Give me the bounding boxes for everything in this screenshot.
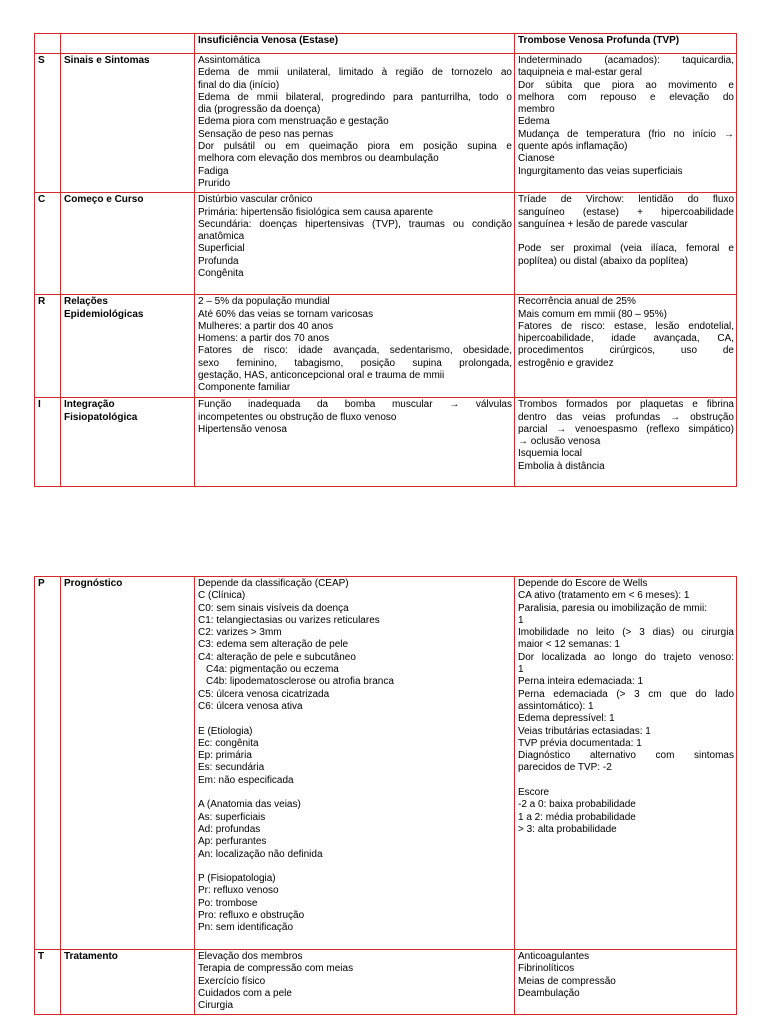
row-letter: C	[35, 193, 61, 295]
venous-insufficiency-line: Homens: a partir dos 70 anos	[198, 333, 330, 345]
dvt-line: 1 a 2: média probabilidade	[518, 811, 636, 823]
row-letter: P	[35, 577, 61, 950]
venous-insufficiency-line	[198, 713, 512, 725]
venous-insufficiency-line: Pr: refluxo venoso	[198, 885, 279, 897]
venous-insufficiency-line: A (Anatomia das veias)	[198, 799, 301, 811]
dvt-line: melhora com repouso e elevação do	[518, 91, 734, 103]
dvt-line: Deambulação	[518, 987, 580, 999]
venous-insufficiency-line: C6: úlcera venosa ativa	[198, 700, 303, 712]
section-title-line: Epidemiológicas	[64, 308, 144, 320]
venous-insufficiency-cell	[195, 398, 515, 487]
dvt-line: Embolia à distância	[518, 460, 605, 472]
venous-insufficiency-line: Edema de mmii unilateral, limitado à região de tornozelo ao	[198, 67, 512, 79]
dvt-line: Diagnóstico alternativo com sintomas	[518, 750, 734, 762]
header-row	[35, 34, 737, 54]
dvt-line: CA ativo (tratamento em < 6 meses): 1	[518, 590, 690, 602]
venous-insufficiency-line: Ep: primária	[198, 750, 252, 762]
section-title-line: Relações	[64, 296, 108, 308]
venous-insufficiency-line: E (Etiologia)	[198, 725, 253, 737]
venous-insufficiency-line: Cuidados com a pele	[198, 987, 292, 999]
dvt-line: maior < 12 semanas: 1	[518, 639, 620, 651]
row-section-title	[61, 193, 195, 295]
venous-insufficiency-line: dia (progressão da doença)	[198, 104, 321, 116]
header-empty-letter	[35, 34, 61, 54]
section-row-t	[35, 950, 737, 1015]
venous-insufficiency-line: Depende da classificação (CEAP)	[198, 578, 349, 589]
venous-insufficiency-line: melhora com elevação dos membros ou deambulação	[198, 153, 439, 165]
venous-insufficiency-line: Exercício físico	[198, 975, 266, 987]
venous-insufficiency-line: sexo feminino, tabagismo, posição supina prolongada,	[198, 357, 512, 369]
dvt-line: Fibrinolíticos	[518, 963, 575, 975]
row-letter: I	[35, 398, 61, 487]
dvt-cell	[515, 54, 737, 193]
venous-insufficiency-line: C (Clínica)	[198, 590, 246, 602]
section-row-r	[35, 295, 737, 398]
venous-insufficiency-line: Primária: hipertensão fisiológica sem causa aparente	[198, 206, 434, 218]
venous-insufficiency-cell	[195, 295, 515, 398]
dvt-line: taquipneia e mal-estar geral	[518, 67, 642, 79]
venous-insufficiency-line: An: localização não definida	[198, 848, 323, 860]
dvt-line: Mudança de temperatura (frio no início →	[518, 128, 734, 140]
dvt-line	[518, 231, 734, 243]
dvt-line: Tríade de Virchow: lentidão do fluxo	[518, 194, 734, 206]
venous-insufficiency-line: Fatores de risco: idade avançada, sedentarismo, obesidade,	[198, 345, 512, 357]
dvt-line: Paralisia, paresia ou imobilização de mmii:	[518, 602, 707, 614]
section-title-line: Tratamento	[64, 951, 118, 962]
section-row-c	[35, 193, 737, 295]
dvt-line: → oclusão venosa	[518, 436, 601, 448]
venous-insufficiency-line: 2 – 5% da população mundial	[198, 296, 330, 308]
venous-insufficiency-line: C4b: lipodematosclerose ou atrofia branca	[206, 676, 394, 688]
dvt-line: Isquemia local	[518, 448, 582, 460]
dvt-line: poplítea) ou distal (abaixo da poplítea)	[518, 255, 689, 267]
dvt-line: parecidos de TVP: -2	[518, 762, 612, 774]
dvt-line: > 3: alta probabilidade	[518, 823, 617, 835]
venous-insufficiency-line	[198, 861, 512, 873]
section-title-line: Prognóstico	[64, 578, 123, 589]
venous-insufficiency-line: Es: secundária	[198, 762, 265, 774]
venous-insufficiency-cell	[195, 193, 515, 295]
venous-insufficiency-line: C2: varizes > 3mm	[198, 627, 282, 639]
venous-insufficiency-line: C4a: pigmentação ou eczema	[206, 664, 339, 676]
venous-insufficiency-line: Edema piora com menstruação e gestação	[198, 116, 389, 128]
venous-insufficiency-line: C3: edema sem alteração de pele	[198, 639, 349, 651]
dvt-line: parcial → venoespasmo (reflexo simpático)	[518, 423, 734, 435]
venous-insufficiency-line: Elevação dos membros	[198, 951, 303, 962]
section-title-line: Fisiopatológica	[64, 411, 138, 423]
dvt-line: 1	[518, 614, 524, 626]
row-letter: R	[35, 295, 61, 398]
dvt-line: Edema	[518, 116, 550, 128]
venous-insufficiency-line: Até 60% das veias se tornam varicosas	[198, 308, 374, 320]
dvt-line: Cianose	[518, 153, 555, 165]
venous-insufficiency-line: Secundária: doenças hipertensivas (TVP), traumas ou condição	[198, 218, 512, 230]
dvt-line: Depende do Escore de Wells	[518, 578, 648, 589]
dvt-line: Fatores de risco: estase, lesão endotelial,	[518, 320, 734, 332]
dvt-line: quente após inflamação)	[518, 141, 628, 153]
dvt-line: estrogênio e gravidez	[518, 357, 614, 369]
venous-insufficiency-line: Po: trombose	[198, 897, 258, 909]
dvt-line: dentro das veias profundas → obstrução	[518, 411, 734, 423]
venous-insufficiency-line: anatômica	[198, 231, 245, 243]
venous-insufficiency-line: Hipertensão venosa	[198, 423, 287, 435]
venous-insufficiency-cell	[195, 950, 515, 1015]
venous-insufficiency-line: Pro: refluxo e obstrução	[198, 910, 305, 922]
section-title-line: Começo e Curso	[64, 194, 144, 206]
dvt-line	[518, 775, 734, 787]
dvt-line: Mais comum em mmii (80 – 95%)	[518, 308, 667, 320]
venous-insufficiency-line: Terapia de compressão com meias	[198, 963, 354, 975]
summary-table-2	[34, 576, 737, 1015]
venous-insufficiency-line: Ap: perfurantes	[198, 836, 267, 848]
venous-insufficiency-line: Cirurgia	[198, 1000, 234, 1012]
section-row-s	[35, 54, 737, 193]
dvt-line: Perna inteira edemaciada: 1	[518, 676, 644, 688]
venous-insufficiency-line: P (Fisiopatologia)	[198, 873, 276, 885]
venous-insufficiency-line: gestação, HAS, anticoncepcional oral e trauma de mmii	[198, 370, 445, 382]
dvt-line: Ingurgitamento das veias superficiais	[518, 165, 683, 177]
dvt-line: Perna edemaciada (> 3 cm que do lado	[518, 688, 734, 700]
dvt-line: Dor súbita que piora ao movimento e	[518, 79, 734, 91]
dvt-cell	[515, 295, 737, 398]
dvt-line: TVP prévia documentada: 1	[518, 737, 642, 749]
dvt-cell	[515, 577, 737, 950]
dvt-line: Dor localizada ao longo do trajeto venoso:	[518, 651, 734, 663]
venous-insufficiency-line: Distúrbio vascular crônico	[198, 194, 313, 206]
row-section-title	[61, 950, 195, 1015]
venous-insufficiency-line: Edema de mmii bilateral, progredindo para panturrilha, todo o	[198, 91, 512, 103]
row-section-title	[61, 398, 195, 487]
venous-insufficiency-line	[198, 787, 512, 799]
section-row-p	[35, 577, 737, 950]
venous-insufficiency-line: Ad: profundas	[198, 823, 261, 835]
dvt-line: membro	[518, 104, 555, 116]
dvt-line: assintomático): 1	[518, 700, 594, 712]
section-title-line: Integração	[64, 399, 115, 411]
venous-insufficiency-line: Componente familiar	[198, 382, 291, 394]
header-venous-insufficiency: Insuficiência Venosa (Estase)	[195, 34, 515, 54]
dvt-line: Imobilidade no leito (> 3 dias) ou cirurgia	[518, 627, 734, 639]
venous-insufficiency-line: Profunda	[198, 255, 239, 267]
section-row-i	[35, 398, 737, 487]
venous-insufficiency-line: Dor pulsátil ou em queimação piora em posição supina e	[198, 141, 512, 153]
venous-insufficiency-cell	[195, 54, 515, 193]
venous-insufficiency-line: C4: alteração de pele e subcutâneo	[198, 651, 356, 663]
venous-insufficiency-line: Função inadequada da bomba muscular → válvulas	[198, 399, 512, 411]
dvt-line: Anticoagulantes	[518, 951, 590, 962]
dvt-line: Escore	[518, 787, 550, 799]
row-letter: T	[35, 950, 61, 1015]
venous-insufficiency-line: Em: não especificada	[198, 774, 294, 786]
venous-insufficiency-line: Superficial	[198, 243, 245, 255]
dvt-line: Veias tributárias ectasiadas: 1	[518, 725, 651, 737]
venous-insufficiency-line: C1: telangiectasias ou varizes reticulares	[198, 614, 380, 626]
dvt-line: Edema depressível: 1	[518, 713, 615, 725]
venous-insufficiency-line: Prurido	[198, 177, 231, 189]
dvt-line: Recorrência anual de 25%	[518, 296, 636, 308]
row-section-title	[61, 577, 195, 950]
row-letter: S	[35, 54, 61, 193]
venous-insufficiency-line: C5: úlcera venosa cicatrizada	[198, 688, 330, 700]
venous-insufficiency-line: Assintomática	[198, 55, 261, 66]
row-section-title	[61, 54, 195, 193]
venous-insufficiency-cell	[195, 577, 515, 950]
venous-insufficiency-line: Pn: sem identificação	[198, 922, 294, 934]
row-section-title	[61, 295, 195, 398]
summary-table-1	[34, 33, 737, 487]
venous-insufficiency-line: final do dia (início)	[198, 79, 280, 91]
section-title-line: Sinais e Sintomas	[64, 55, 150, 66]
header-empty-section	[61, 34, 195, 54]
dvt-line: Pode ser proximal (veia ilíaca, femoral e	[518, 243, 734, 255]
venous-insufficiency-line: Fadiga	[198, 165, 229, 177]
venous-insufficiency-line: Sensação de peso nas pernas	[198, 128, 334, 140]
dvt-line: Trombos formados por plaquetas e fibrina	[518, 399, 734, 411]
venous-insufficiency-line: incompetentes ou obstrução de fluxo venoso	[198, 411, 397, 423]
venous-insufficiency-line: Mulheres: a partir dos 40 anos	[198, 320, 334, 332]
dvt-line: procedimentos cirúrgicos, uso de	[518, 345, 734, 357]
dvt-line: sanguínea + lesão de parede vascular	[518, 218, 688, 230]
dvt-cell	[515, 398, 737, 487]
dvt-cell	[515, 193, 737, 295]
venous-insufficiency-line: Ec: congênita	[198, 737, 259, 749]
dvt-line: 1	[518, 664, 524, 676]
dvt-line: Indeterminado (acamados): taquicardia,	[518, 55, 734, 66]
header-dvt: Trombose Venosa Profunda (TVP)	[515, 34, 737, 54]
dvt-line: hipercoabilidade, idade avançada, CA,	[518, 333, 734, 345]
dvt-cell	[515, 950, 737, 1015]
dvt-line: sanguíneo (estase) + hipercoabilidade	[518, 206, 734, 218]
dvt-line: Meias de compressão	[518, 975, 616, 987]
venous-insufficiency-line: Congênita	[198, 268, 244, 280]
dvt-line: -2 a 0: baixa probabilidade	[518, 799, 636, 811]
venous-insufficiency-line: C0: sem sinais visíveis da doença	[198, 602, 349, 614]
venous-insufficiency-line: As: superficiais	[198, 811, 266, 823]
